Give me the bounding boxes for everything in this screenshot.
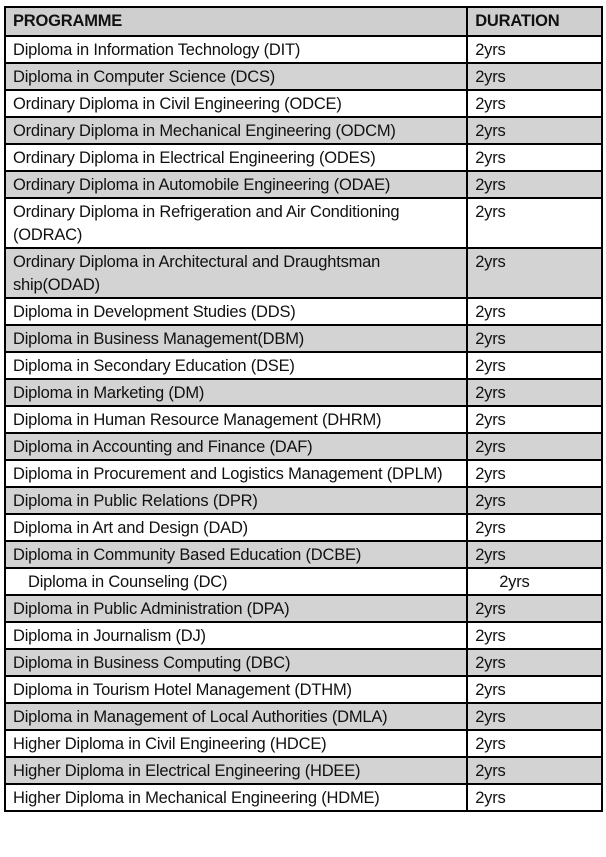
programme-cell: Higher Diploma in Electrical Engineering (HDEE) xyxy=(5,757,467,784)
table-row xyxy=(5,730,602,757)
duration-cell: 2yrs xyxy=(467,144,602,171)
table-row xyxy=(5,622,602,649)
programme-cell: Diploma in Secondary Education (DSE) xyxy=(5,352,467,379)
table-row xyxy=(5,541,602,568)
programme-cell: Diploma in Marketing (DM) xyxy=(5,379,467,406)
programme-cell: Diploma in Accounting and Finance (DAF) xyxy=(5,433,467,460)
duration-cell: 2yrs xyxy=(467,433,602,460)
programme-cell: Diploma in Business Computing (DBC) xyxy=(5,649,467,676)
table-row xyxy=(5,352,602,379)
duration-cell: 2yrs xyxy=(467,487,602,514)
duration-cell: 2yrs xyxy=(467,784,602,811)
programme-cell: Diploma in Public Administration (DPA) xyxy=(5,595,467,622)
table-row xyxy=(5,568,602,595)
table-row xyxy=(5,676,602,703)
duration-cell: 2yrs xyxy=(467,541,602,568)
table-row xyxy=(5,460,602,487)
duration-cell: 2yrs xyxy=(467,730,602,757)
programme-duration-table xyxy=(4,6,603,812)
duration-cell: 2yrs xyxy=(467,703,602,730)
table-row xyxy=(5,325,602,352)
duration-cell: 2yrs xyxy=(467,757,602,784)
table-row xyxy=(5,703,602,730)
programme-cell: Diploma in Art and Design (DAD) xyxy=(5,514,467,541)
duration-cell: 2yrs xyxy=(467,198,602,248)
programme-cell: Diploma in Tourism Hotel Management (DTHM) xyxy=(5,676,467,703)
programme-cell: Diploma in Management of Local Authorities (DMLA) xyxy=(5,703,467,730)
duration-cell: 2yrs xyxy=(467,514,602,541)
table-row xyxy=(5,433,602,460)
programme-cell: Diploma in Information Technology (DIT) xyxy=(5,36,467,63)
table-row xyxy=(5,248,602,298)
table-row xyxy=(5,63,602,90)
programme-cell: Diploma in Human Resource Management (DHRM) xyxy=(5,406,467,433)
programme-cell: Ordinary Diploma in Civil Engineering (ODCE) xyxy=(5,90,467,117)
programme-cell: Higher Diploma in Civil Engineering (HDCE) xyxy=(5,730,467,757)
table-row xyxy=(5,117,602,144)
programme-cell: Diploma in Business Management(DBM) xyxy=(5,325,467,352)
programme-cell: Ordinary Diploma in Electrical Engineering (ODES) xyxy=(5,144,467,171)
duration-cell: 2yrs xyxy=(467,460,602,487)
table-row xyxy=(5,406,602,433)
programme-cell: Ordinary Diploma in Refrigeration and Air Conditioning (ODRAC) xyxy=(5,198,467,248)
duration-cell: 2yrs xyxy=(467,63,602,90)
programme-cell: Diploma in Computer Science (DCS) xyxy=(5,63,467,90)
programme-cell: Ordinary Diploma in Automobile Engineering (ODAE) xyxy=(5,171,467,198)
duration-cell: 2yrs xyxy=(467,325,602,352)
duration-cell: 2yrs xyxy=(467,352,602,379)
programme-cell: Ordinary Diploma in Mechanical Engineering (ODCM) xyxy=(5,117,467,144)
table-row xyxy=(5,36,602,63)
programme-cell: Ordinary Diploma in Architectural and Draughtsman ship(ODAD) xyxy=(5,248,467,298)
duration-cell: 2yrs xyxy=(467,298,602,325)
programme-cell: Diploma in Development Studies (DDS) xyxy=(5,298,467,325)
table-row xyxy=(5,198,602,248)
table-row xyxy=(5,784,602,811)
table-row xyxy=(5,514,602,541)
duration-cell: 2yrs xyxy=(467,90,602,117)
table-row xyxy=(5,487,602,514)
table-body xyxy=(5,36,602,811)
programme-cell: Diploma in Journalism (DJ) xyxy=(5,622,467,649)
table-row xyxy=(5,595,602,622)
programme-column-header: PROGRAMME xyxy=(5,7,467,36)
table-row xyxy=(5,144,602,171)
programme-cell: Higher Diploma in Mechanical Engineering (HDME) xyxy=(5,784,467,811)
duration-cell: 2yrs xyxy=(467,649,602,676)
table-row xyxy=(5,379,602,406)
table-row xyxy=(5,757,602,784)
table-header-row xyxy=(5,7,602,36)
programme-cell: Diploma in Community Based Education (DCBE) xyxy=(5,541,467,568)
table-row xyxy=(5,298,602,325)
duration-cell: 2yrs xyxy=(467,406,602,433)
table-row xyxy=(5,649,602,676)
table-row xyxy=(5,171,602,198)
duration-column-header: DURATION xyxy=(467,7,602,36)
duration-cell: 2yrs xyxy=(467,117,602,144)
duration-cell: 2yrs xyxy=(467,595,602,622)
duration-cell: 2yrs xyxy=(467,171,602,198)
duration-cell: 2yrs xyxy=(467,568,602,595)
programme-cell: Diploma in Counseling (DC) xyxy=(5,568,467,595)
duration-cell: 2yrs xyxy=(467,622,602,649)
duration-cell: 2yrs xyxy=(467,379,602,406)
duration-cell: 2yrs xyxy=(467,676,602,703)
programme-cell: Diploma in Public Relations (DPR) xyxy=(5,487,467,514)
duration-cell: 2yrs xyxy=(467,248,602,298)
programme-cell: Diploma in Procurement and Logistics Management (DPLM) xyxy=(5,460,467,487)
table-row xyxy=(5,90,602,117)
duration-cell: 2yrs xyxy=(467,36,602,63)
